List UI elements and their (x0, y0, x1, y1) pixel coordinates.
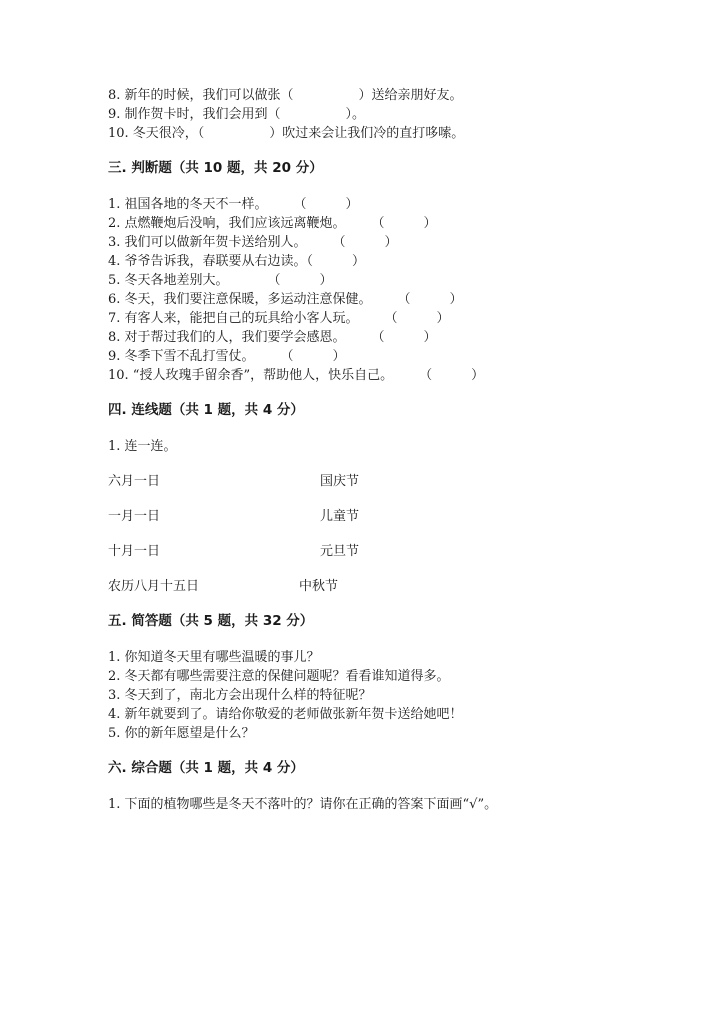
match-row (108, 507, 628, 526)
question-item: 1. 你知道冬天里有哪些温暖的事儿？ (108, 650, 320, 665)
match-row (108, 542, 628, 561)
question-item: 3. 我们可以做新年贺卡送给别人。 （ ） (108, 235, 398, 250)
exam-page (108, 86, 628, 814)
match-right-item: 儿童节 (320, 509, 360, 524)
question-item: 4. 新年就要到了。请给你敬爱的老师做张新年贺卡送给她吧！ (108, 707, 463, 722)
question-item: 2. 冬天都有哪些需要注意的保健问题呢？看看谁知道得多。 (108, 669, 450, 684)
short-answer-section (108, 611, 628, 743)
section-title: 五. 简答题（共 5 题，共 32 分） (108, 613, 314, 629)
match-right-item: 元旦节 (320, 544, 360, 559)
question-item: 6. 冬天，我们要注意保暖，多运动注意保健。 （ ） (108, 292, 463, 307)
question-item: 7. 有客人来，能把自己的玩具给小客人玩。 （ ） (108, 311, 450, 326)
question-item: 9. 冬季下雪不乱打雪仗。 （ ） (108, 349, 346, 364)
question-item: 10. “授人玫瑰手留余香”，帮助他人，快乐自己。 （ ） (108, 368, 485, 383)
match-right-item: 中秋节 (299, 579, 339, 594)
question-item: 3. 冬天到了，南北方会出现什么样的特征呢？ (108, 688, 372, 703)
section-title: 三. 判断题（共 10 题，共 20 分） (108, 160, 323, 176)
match-row (108, 577, 628, 596)
match-left-item: 六月一日 (108, 474, 161, 489)
match-row (108, 472, 628, 491)
question-item: 5. 你的新年愿望是什么？ (108, 726, 255, 741)
question-item: 2. 点燃鞭炮后没响，我们应该远离鞭炮。 （ ） (108, 216, 437, 231)
judge-section (108, 158, 628, 385)
match-left-item: 一月一日 (108, 509, 161, 524)
section-title: 六. 综合题（共 1 题，共 4 分） (108, 760, 304, 776)
matching-section (108, 400, 628, 596)
comprehensive-section (108, 758, 628, 814)
question-item: 10. 冬天很冷，（ ）吹过来会让我们冷的直打哆嗦。 (108, 126, 465, 141)
match-left-item: 农历八月十五日 (108, 579, 200, 594)
match-left-item: 十月一日 (108, 544, 161, 559)
match-right-item: 国庆节 (320, 474, 360, 489)
fill-blank-section (108, 86, 628, 143)
question-item: 8. 对于帮过我们的人，我们要学会感恩。 （ ） (108, 330, 437, 345)
question-item: 8. 新年的时候，我们可以做张（ ）送给亲朋好友。 (108, 88, 463, 103)
question-item: 4. 爷爷告诉我，春联要从右边读。（ ） (108, 254, 366, 269)
question-prompt: 1. 连一连。 (108, 439, 177, 454)
question-item: 9. 制作贺卡时，我们会用到（ ）。 (108, 107, 366, 122)
section-title: 四. 连线题（共 1 题，共 4 分） (108, 402, 304, 418)
question-item: 5. 冬天各地差别大。 （ ） (108, 273, 333, 288)
question-item: 1. 下面的植物哪些是冬天不落叶的？请你在正确的答案下面画“√”。 (108, 797, 498, 812)
question-item: 1. 祖国各地的冬天不一样。 （ ） (108, 197, 359, 212)
